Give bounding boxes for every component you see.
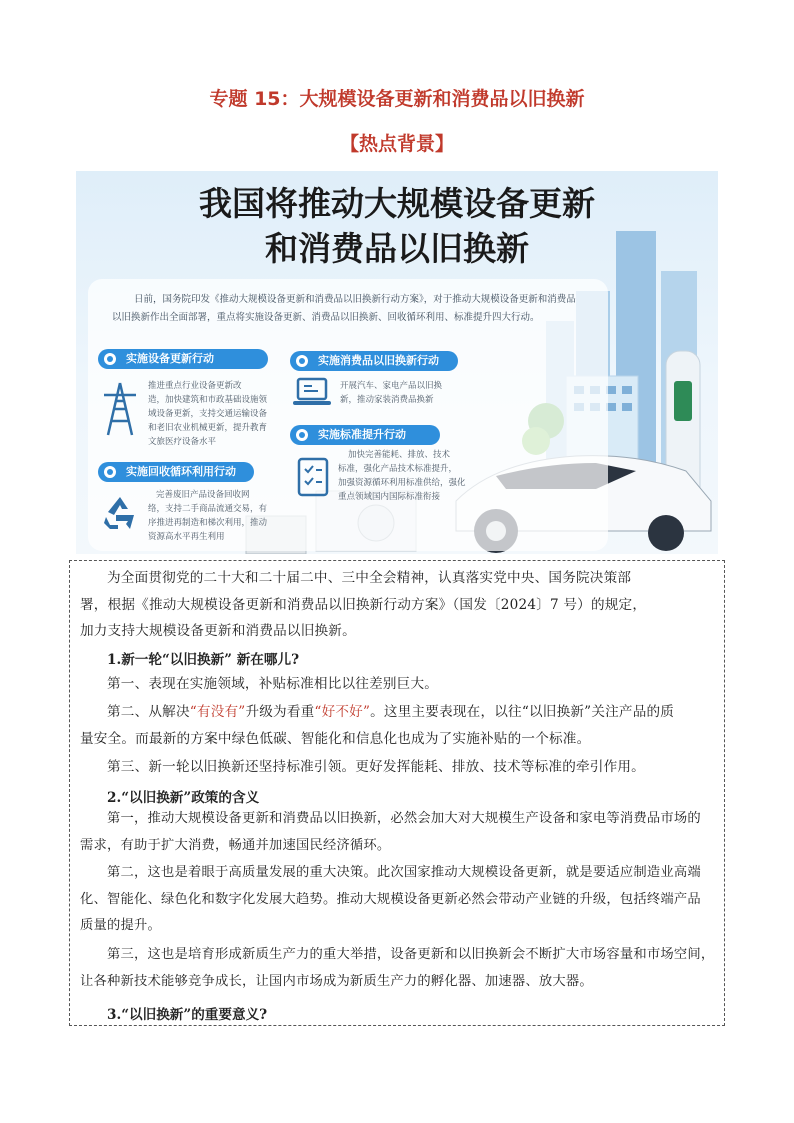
s2-paragraph-1: 第一，推动大规模设备更新和消费品以旧换新，必然会加大对大规模生产设备和家电等消费品市场的 需求，有助于扩大消费，畅通并加速国民经济循环。 [80, 811, 701, 853]
power-tower-icon [100, 381, 140, 437]
action-pill-equipment: 实施设备更新行动 [98, 349, 268, 369]
heading-3: 3.“以旧换新”的重要意义? [107, 1007, 268, 1023]
checklist-icon [296, 455, 330, 497]
s1-paragraph-3: 第三、新一轮以旧换新还坚持标准引领。更好发挥能耗、排放、技术等标准的牵引作用。 [107, 759, 645, 775]
action-desc-recycle: 完善废旧产品设备回收网 络，支持二手商品流通交易，有 序推进再制造和梯次利用，推动 资源高水平再生利用 [148, 490, 268, 542]
action-desc-equipment: 推进重点行业设备更新改 造，加快建筑和市政基础设施领 域设备更新，支持交通运输设备 和老旧农业机械更新，提升教育 文旅医疗设备水平 [148, 381, 268, 447]
bullet-icon [104, 353, 116, 365]
s1-paragraph-2: 第二、从解决“有没有”升级为看重“好不好”。这里主要表现在，以往“以旧换新”关注产品的质 量安全。而最新的方案中绿色低碳、智能化和信息化也成为了实施补贴的一个标准。 [80, 704, 675, 747]
action-desc-standards: 加快完善能耗、排放、技术 标准，强化产品技术标准提升， 加强资源循环利用标准供给，强化 重点领域国内国际标准衔接 [338, 450, 466, 502]
recycle-icon [100, 493, 140, 533]
bullet-icon [296, 355, 308, 367]
laptop-icon [292, 376, 332, 408]
s2-paragraph-3: 第三，这也是培育形成新质生产力的重大举措，设备更新和以旧换新会不断扩大市场容量和市场空间， 让各种新技术能够竞争成长，让国内市场成为新质生产力的孵化器、加速器、放大器。 [80, 947, 715, 989]
intro-line: 日前，国务院印发《推动大规模设备更新和消费品以旧换新行动方案》，对于推动大规模设备更新和消费品 [134, 294, 576, 305]
action-pill-recycle: 实施回收循环利用行动 [98, 462, 254, 482]
action-pill-consumer: 实施消费品以旧换新行动 [290, 351, 458, 371]
action-desc-consumer: 开展汽车、家电产品以旧换 新，推动家装消费品换新 [340, 381, 443, 405]
heading-2: 2.“以旧换新”政策的含义 [107, 790, 260, 806]
s2-paragraph-2: 第二，这也是着眼于高质量发展的重大决策。此次国家推动大规模设备更新，就是要适应制造业高端 化、智能化、绿色化和数字化发展大趋势。推动大规模设备更新必然会带动产业链的升级，包括终端产品 质量的提升。 [80, 865, 701, 933]
infographic-headline-1: 我国将推动大规模设备更新 [199, 184, 595, 223]
bullet-icon [104, 466, 116, 478]
heading-1: 1.新一轮“以旧换新” 新在哪儿? [107, 652, 300, 668]
page-title: 专题 15：大规模设备更新和消费品以旧换新 [209, 88, 585, 110]
action-pill-standards: 实施标准提升行动 [290, 425, 440, 445]
s1-paragraph-1: 第一、表现在实施领域，补贴标准相比以往差别巨大。 [107, 676, 439, 692]
intro-line: 以旧换新作出全面部署，重点将实施设备更新、消费品以旧换新、回收循环利用、标准提升四大行动。 [112, 312, 540, 323]
infographic-intro [112, 291, 602, 327]
intro-paragraph: 为全面贯彻党的二十大和二十届二中、三中全会精神，认真落实党中央、国务院决策部 署，根据《推动大规模设备更新和消费品以旧换新行动方案》（国发〔2024〕7 号）的规定， 加力支持大规模设备更新和消费品以旧换新。 [80, 570, 647, 639]
infographic-headline-2: 和消费品以旧换新 [265, 229, 529, 268]
infographic [76, 171, 718, 554]
bullet-icon [296, 429, 308, 441]
section-subtitle: 【热点背景】 [339, 133, 454, 155]
